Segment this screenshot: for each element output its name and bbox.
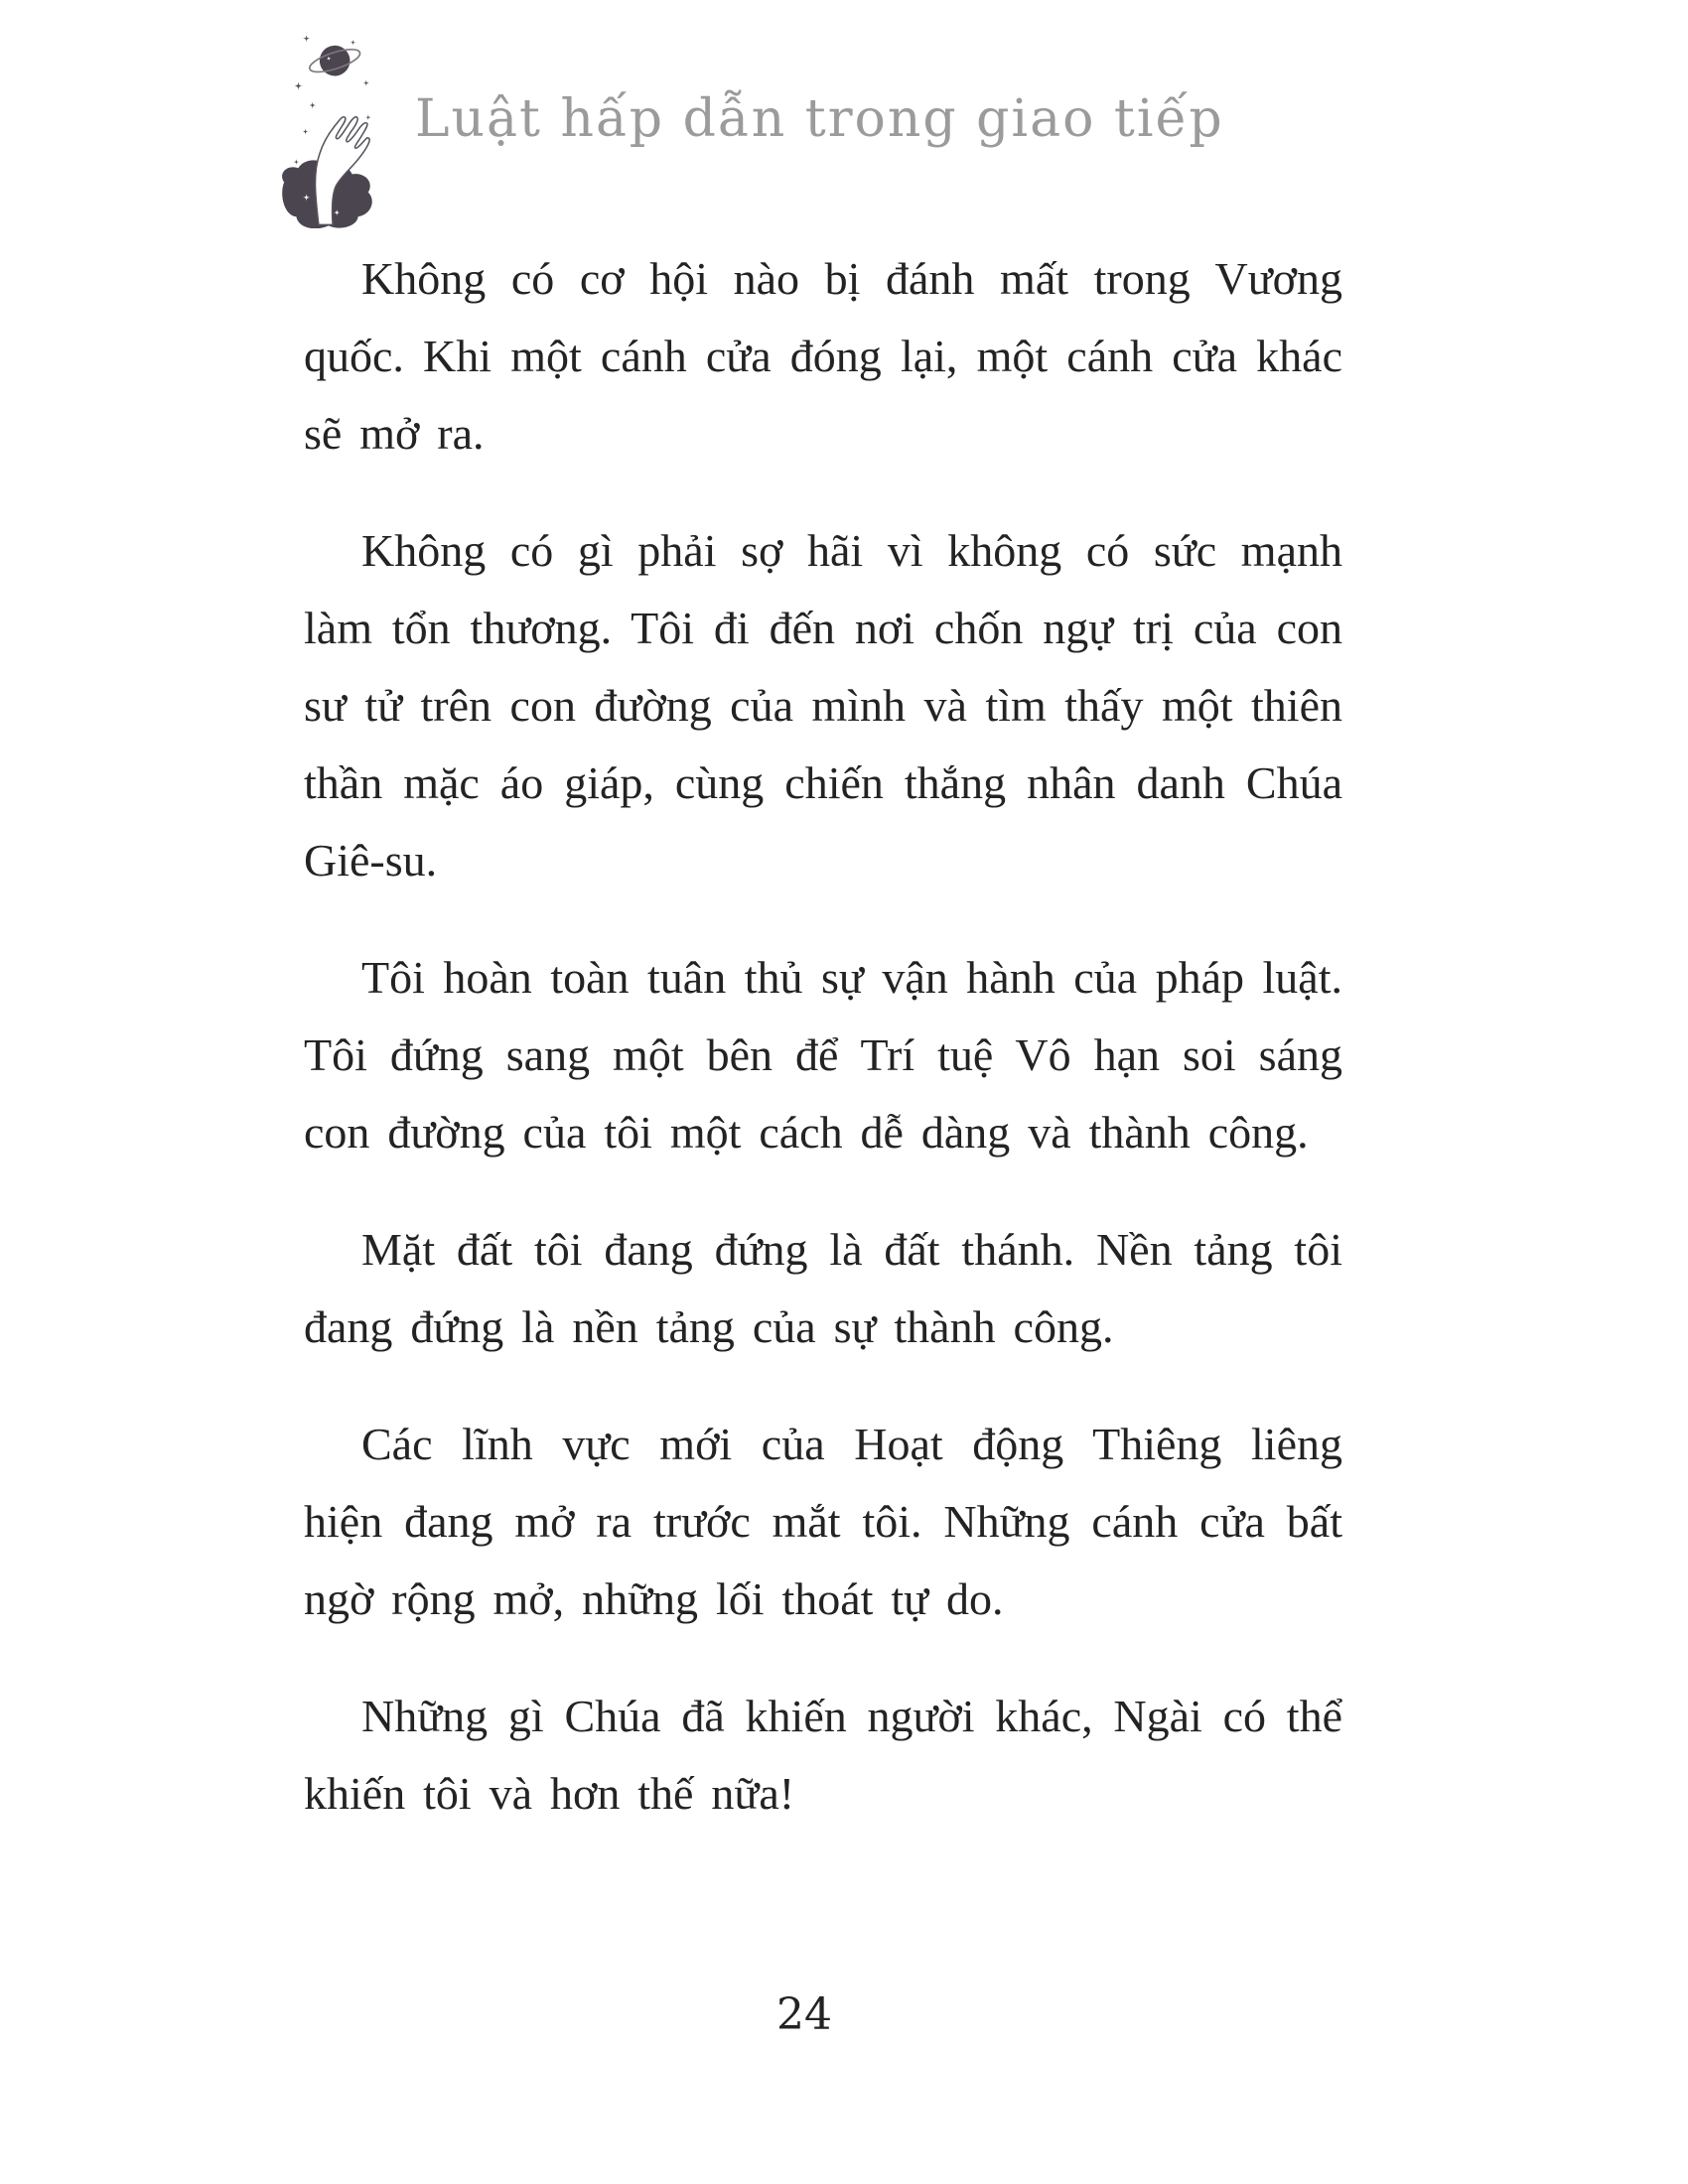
paragraph: Những gì Chúa đã khiến người khác, Ngài có thể khiến tôi và hơn thế nữa! — [304, 1691, 1342, 1819]
page-number: 24 — [776, 1989, 832, 2040]
paragraph: Không có gì phải sợ hãi vì không có sức mạnh làm tổn thương. Tôi đi đến nơi chốn ngự trị của con sư tử trên con đường của mình và tìm thấy một thiên thần mặc áo giáp, cùng chiến thắng nhân danh Chúa Giê-su. — [304, 525, 1342, 886]
paragraph: Các lĩnh vực mới của Hoạt động Thiêng liêng hiện đang mở ra trước mắt tôi. Những cánh cửa bất ngờ rộng mở, những lối thoát tự do. — [304, 1419, 1342, 1624]
page-header — [276, 30, 1224, 228]
paragraph: Tôi hoàn toàn tuân thủ sự vận hành của pháp luật. Tôi đứng sang một bên để Trí tuệ Vô hạn soi sáng con đường của tôi một cách dễ dàng và thành công. — [304, 952, 1342, 1158]
running-head-title: Luật hấp dẫn trong giao tiếp — [415, 89, 1224, 149]
page-body — [304, 240, 1342, 1872]
paragraph: Không có cơ hội nào bị đánh mất trong Vương quốc. Khi một cánh cửa đóng lại, một cánh cửa khác sẽ mở ra. — [304, 253, 1342, 459]
planet-icon — [305, 38, 364, 82]
paragraph: Mặt đất tôi đang đứng là đất thánh. Nền tảng tôi đang đứng là nền tảng của sự thành công. — [304, 1224, 1342, 1352]
hand-reaching-planet-icon — [276, 30, 377, 228]
